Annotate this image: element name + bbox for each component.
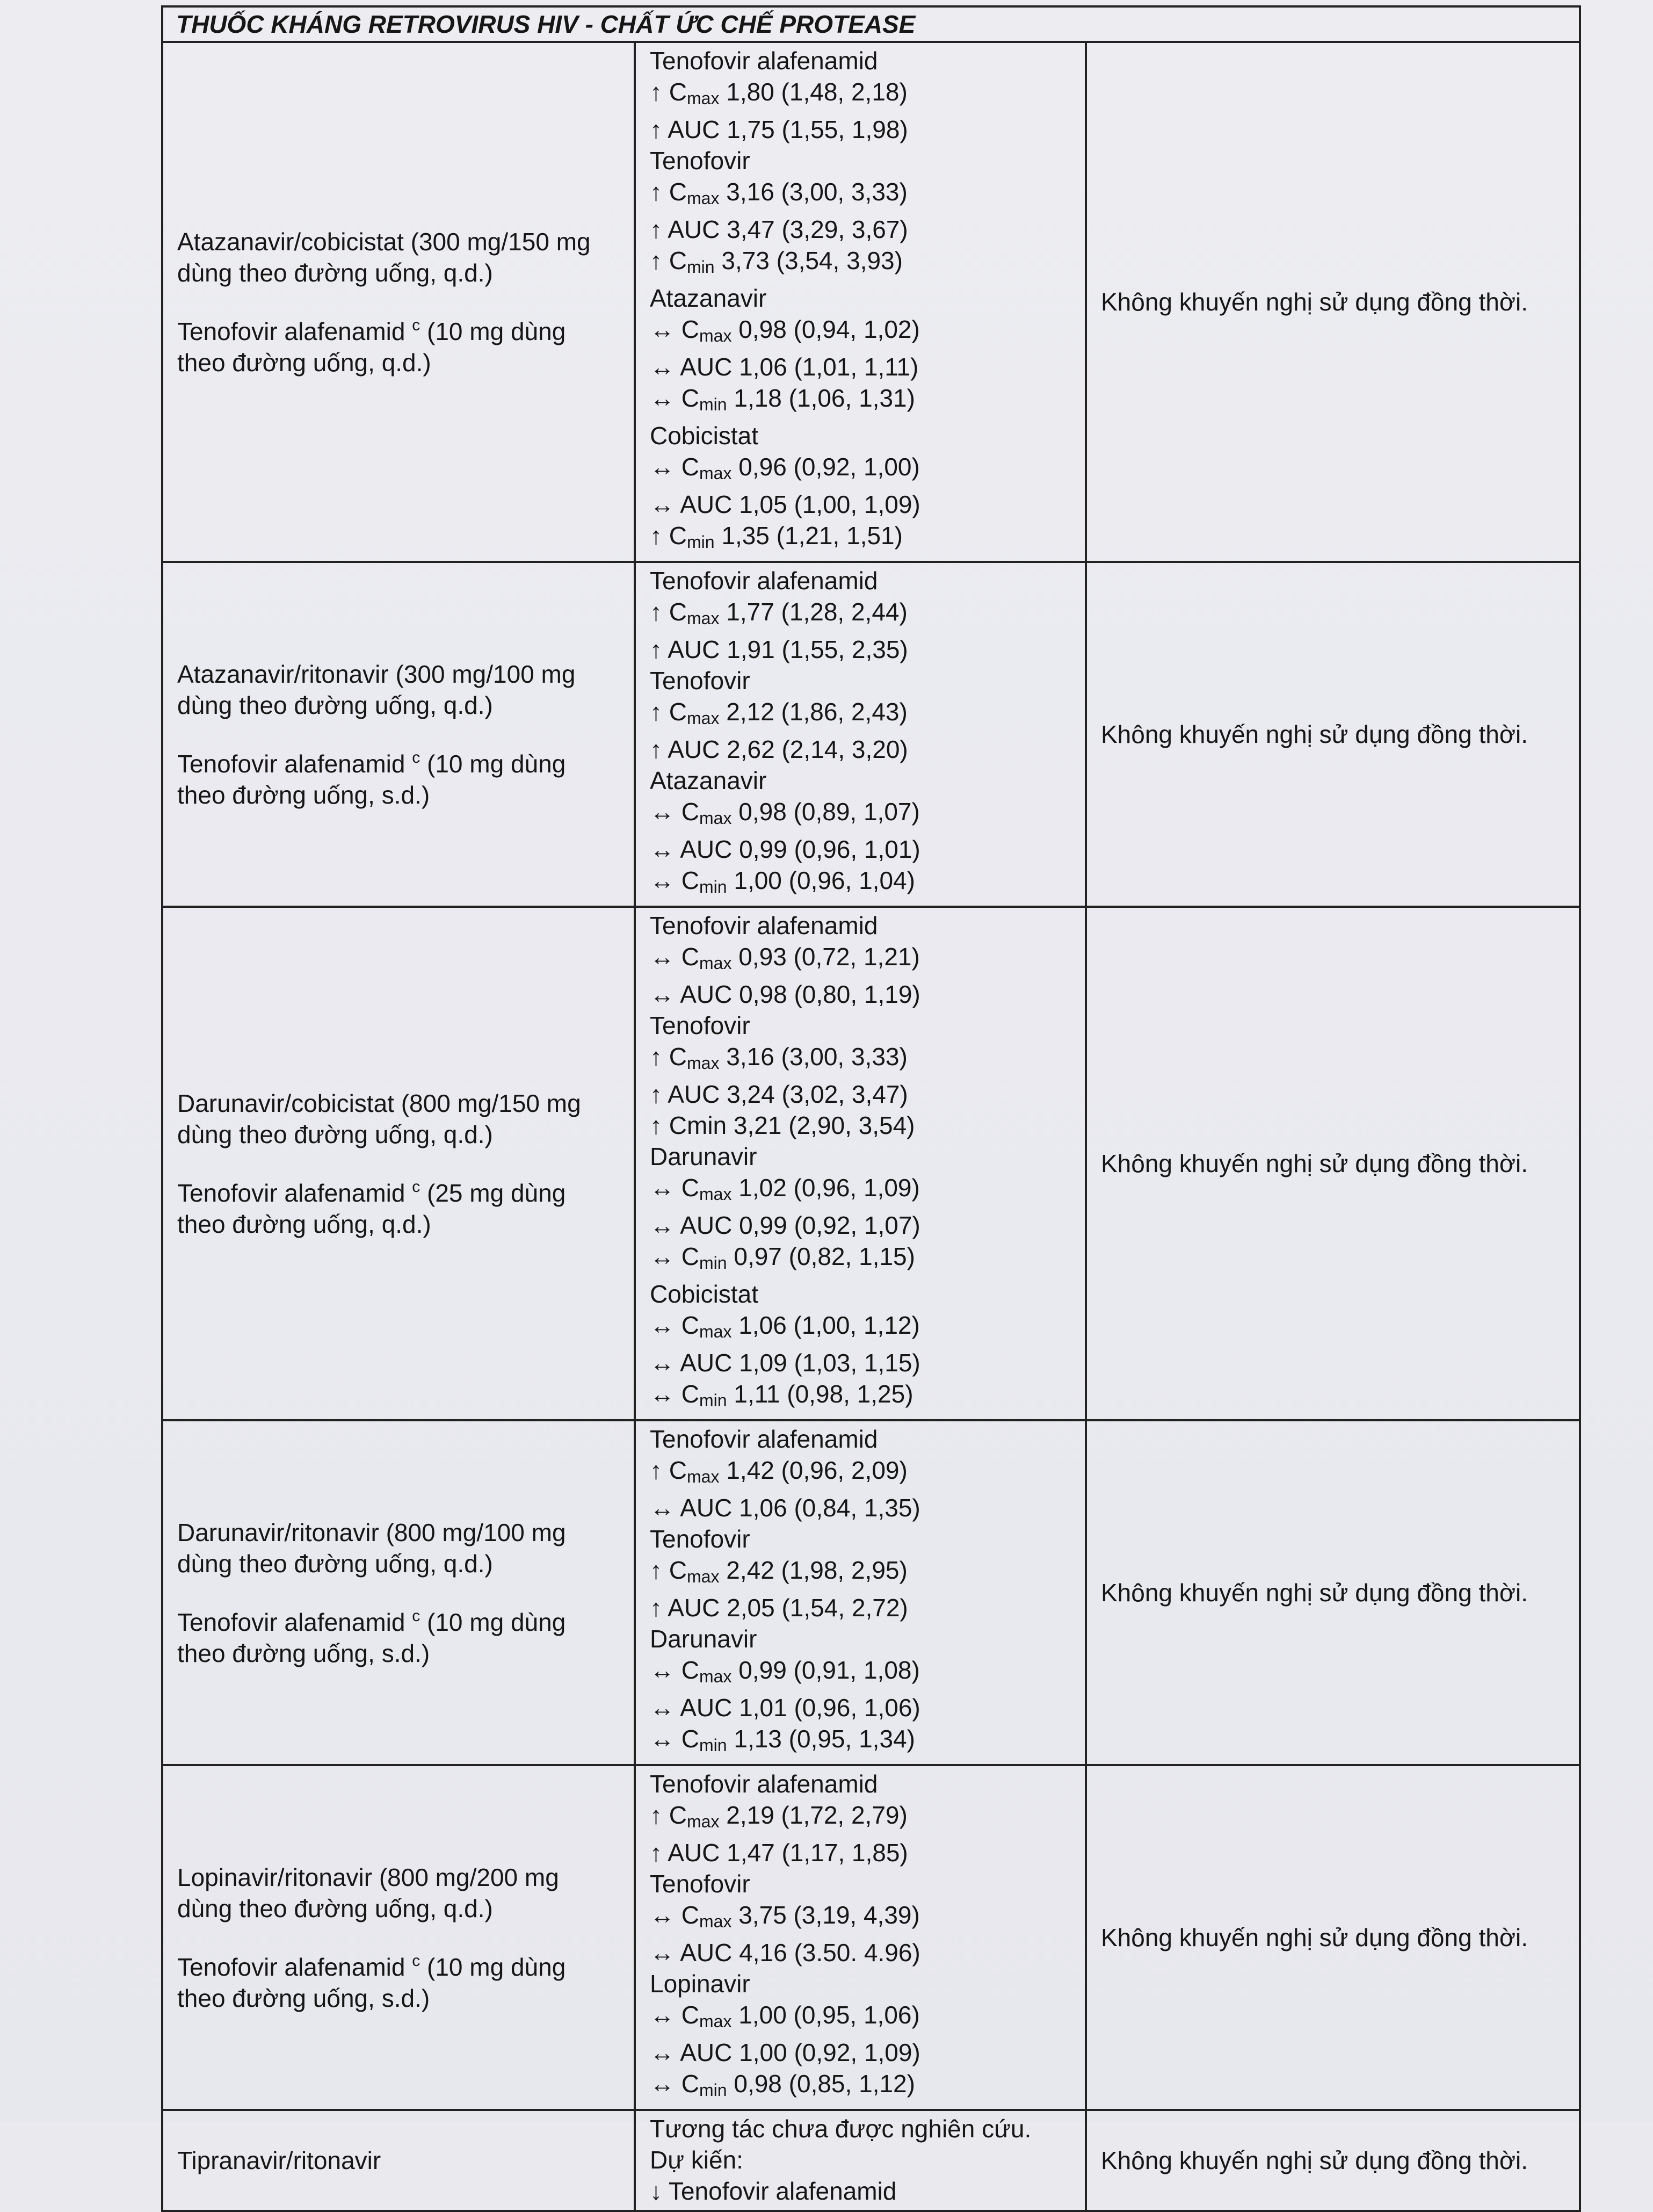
recommendation: Không khuyến nghị sử dụng đồng thời. [1101,1579,1528,1607]
pk-value: 3,73 (3,54, 3,93) [721,247,903,274]
pk-param: AUC [680,353,733,381]
change-arrow: ↔ [650,315,675,343]
table-row [162,907,1580,1420]
pk-param-sub: max [699,1912,732,1931]
pk-param: AUC [680,1694,733,1722]
pk-line [650,1999,1071,2037]
change-arrow: ↔ [650,2038,675,2066]
pk-line [650,114,1071,145]
pk-param: C [669,78,687,106]
drug-b-name: Tenofovir alafenamid [177,1179,405,1207]
pk-value: 4,16 (3.50. 4.96) [739,1939,920,1967]
pk-line [650,76,1071,114]
change-arrow: ↔ [650,1380,675,1408]
effect-cell [635,2110,1086,2211]
change-arrow: ↑ [650,1801,662,1829]
pk-value: 0,99 (0,91, 1,08) [738,1656,920,1684]
pk-param: C [681,943,700,971]
pk-param: C [669,247,687,274]
drug-b-footnote: c [412,1951,421,1970]
pk-value: 1,18 (1,06, 1,31) [734,384,915,412]
pk-param: AUC [680,980,733,1008]
pk-param-sub: max [687,709,720,728]
analyte-name: Tenofovir alafenamid [650,1425,878,1453]
table-row [162,562,1580,907]
pk-param-sub: min [699,877,727,897]
pk-param: AUC [680,1939,733,1967]
change-arrow: ↑ [650,1111,662,1139]
pk-line [650,834,1071,865]
pk-value: 1,35 (1,21, 1,51) [721,522,903,550]
pk-value: 1,00 (0,92, 1,09) [739,2038,920,2066]
pk-value: 3,47 (3,29, 3,67) [727,215,908,243]
pk-param: AUC [680,2038,733,2066]
pk-line [650,865,1071,902]
recommendation-cell [1086,1765,1580,2110]
drug-b-dose: (10 mg dùng theo đường uống, s.d.) [177,1608,566,1667]
pk-param-sub: min [699,395,727,414]
pk-value: 0,93 (0,72, 1,21) [738,943,920,971]
effect-cell [635,1420,1086,1765]
drug-b-footnote: c [412,748,421,767]
change-arrow: ↔ [650,1939,675,1967]
change-arrow: ↑ [650,1594,662,1622]
change-arrow: ↔ [650,980,675,1008]
analyte-name: Atazanavir [650,767,767,794]
pk-line [650,214,1071,245]
analyte-name: Tenofovir alafenamid [650,1770,878,1798]
recommendation: Không khuyến nghị sử dụng đồng thời. [1101,1150,1528,1177]
change-arrow: ↑ [650,215,662,243]
change-arrow: ↑ [650,1556,662,1584]
pk-line [650,1492,1071,1523]
change-arrow: ↔ [650,1656,675,1684]
pk-value: 1,13 (0,95, 1,34) [734,1725,915,1753]
pk-line [650,1310,1071,1347]
pk-value: 1,75 (1,55, 1,98) [727,115,908,143]
pk-value: 1,91 (1,55, 2,35) [727,635,908,663]
recommendation: Không khuyến nghị sử dụng đồng thời. [1101,2146,1528,2174]
pk-param-sub: max [699,2012,732,2031]
table-row [162,1420,1580,1765]
pk-line [650,351,1071,382]
section-title: THUỐC KHÁNG RETROVIRUS HIV - CHẤT ỨC CHẾ PROTEASE [162,6,1580,42]
drug-a: Lopinavir/ritonavir (800 mg/200 mg dùng theo đường uống, q.d.) [177,1863,559,1922]
pk-line [650,1692,1071,1723]
change-arrow: ↔ [650,1311,675,1339]
effect-text: ↓ Tenofovir alafenamid [650,2177,897,2205]
pk-line [650,1837,1071,1868]
pk-value: 0,98 (0,85, 1,12) [734,2070,915,2098]
drug-b-name: Tenofovir alafenamid [177,1608,405,1636]
pk-param-sub: max [687,189,720,208]
pk-param-sub: max [687,609,720,628]
change-arrow: ↔ [650,2070,675,2098]
pk-param-sub: max [699,808,732,828]
drug-b-dose: (25 mg dùng theo đường uống, q.d.) [177,1179,566,1238]
pk-param: AUC [680,1349,733,1377]
change-arrow: ↔ [650,1242,675,1270]
pk-value: 0,98 (0,80, 1,19) [739,980,920,1008]
drug-b [177,1601,620,1669]
pk-line [650,1241,1071,1278]
pk-line [650,596,1071,634]
drug-b-footnote: c [412,316,421,334]
change-arrow: ↑ [650,78,662,106]
pk-param-sub: min [699,1253,727,1273]
pk-param: C [669,1801,687,1829]
pk-line [650,2037,1071,2068]
pk-value: 2,42 (1,98, 2,95) [726,1556,908,1584]
change-arrow: ↑ [650,1456,662,1484]
drug-cell [162,907,635,1420]
change-arrow: ↑ [650,178,662,206]
pk-param: C [681,1380,700,1408]
pk-param: C [681,1242,700,1270]
drug-cell [162,1420,635,1765]
pk-value: 1,80 (1,48, 2,18) [726,78,908,106]
change-arrow: ↔ [650,1694,675,1722]
pk-line [650,1937,1071,1968]
change-arrow: ↔ [650,1725,675,1753]
recommendation: Không khuyến nghị sử dụng đồng thời. [1101,288,1528,316]
pk-line [650,1210,1071,1241]
change-arrow: ↔ [650,1494,675,1522]
pk-param-sub: min [699,1391,727,1410]
pk-param: C [669,1456,687,1484]
drug-cell [162,42,635,562]
pk-value: 2,62 (2,14, 3,20) [727,735,908,763]
pk-line [650,941,1071,979]
effect-cell [635,42,1086,562]
pk-param: C [669,522,687,550]
drug-b [177,742,620,811]
pk-value: 1,05 (1,00, 1,09) [739,490,920,518]
pk-param-sub: max [699,1184,732,1204]
pk-value: 1,77 (1,28, 2,44) [726,598,908,626]
analyte-name: Tenofovir [650,1011,750,1039]
drug-a: Darunavir/ritonavir (800 mg/100 mg dùng theo đường uống, q.d.) [177,1518,566,1578]
pk-line [650,1723,1071,1761]
pk-param: C [669,1556,687,1584]
change-arrow: ↔ [650,2001,675,2029]
pk-param: C [681,1725,700,1753]
pk-param: AUC [668,1080,720,1108]
pk-value: 1,00 (0,96, 1,04) [734,866,915,894]
pk-param-sub: min [687,532,715,552]
analyte-name: Tenofovir [650,1870,750,1898]
pk-line [650,1455,1071,1492]
pk-line [650,489,1071,520]
effect-cell [635,562,1086,907]
drug-a: Tipranavir/ritonavir [177,2146,381,2174]
drug-b [177,1946,620,2014]
pk-param: AUC [680,1494,733,1522]
pk-value: 1,42 (0,96, 2,09) [726,1456,908,1484]
recommendation: Không khuyến nghị sử dụng đồng thời. [1101,720,1528,748]
drug-cell [162,2110,635,2211]
pk-value: 1,11 (0,98, 1,25) [734,1380,914,1408]
change-arrow: ↑ [650,1080,662,1108]
analyte-name: Darunavir [650,1143,757,1170]
pk-value: 3,16 (3,00, 3,33) [726,178,908,206]
pk-value: 2,19 (1,72, 2,79) [726,1801,908,1829]
pk-param: C [681,2070,700,2098]
change-arrow: ↔ [650,798,675,826]
analyte-name: Atazanavir [650,284,767,312]
recommendation-cell [1086,2110,1580,2211]
pk-param: C [681,798,700,826]
change-arrow: ↔ [650,866,675,894]
pk-value: 2,12 (1,86, 2,43) [726,698,908,726]
pk-value: 3,21 (2,90, 3,54) [733,1111,915,1139]
pk-value: 0,98 (0,89, 1,07) [738,798,920,826]
pk-param-sub: max [687,1053,720,1073]
drug-a: Atazanavir/cobicistat (300 mg/150 mg dùng theo đường uống, q.d.) [177,227,591,287]
pk-param: C [681,1174,700,1202]
drug-b [177,310,620,378]
drug-b-dose: (10 mg dùng theo đường uống, s.d.) [177,1953,566,2012]
pk-param: AUC [668,115,720,143]
pk-line [650,979,1071,1010]
table-row [162,2110,1580,2211]
drug-a: Darunavir/cobicistat (800 mg/150 mg dùng theo đường uống, q.d.) [177,1089,581,1148]
analyte-name: Tenofovir [650,667,750,695]
change-arrow: ↔ [650,1174,675,1202]
analyte-name: Lopinavir [650,1970,750,1998]
pk-param-sub: max [687,1812,720,1831]
pk-line [650,1079,1071,1110]
pk-value: 3,24 (3,02, 3,47) [727,1080,908,1108]
pk-value: 1,09 (1,03, 1,15) [739,1349,920,1377]
pk-line [650,1110,1071,1141]
change-arrow: ↑ [650,1043,662,1071]
pk-param-sub: max [699,326,732,345]
pk-line [650,1041,1071,1079]
drug-b [177,1172,620,1240]
pk-value: 2,05 (1,54, 2,72) [727,1594,908,1622]
recommendation-cell [1086,907,1580,1420]
pk-value: 1,00 (0,95, 1,06) [738,2001,920,2029]
pk-param: AUC [668,735,720,763]
pk-value: 0,99 (0,96, 1,01) [739,835,920,863]
pk-param: C [681,2001,700,2029]
change-arrow: ↔ [650,384,675,412]
pk-param-sub: min [699,1736,727,1755]
pk-param-sub: min [687,257,715,277]
pk-param-sub: min [699,2080,727,2100]
analyte-name: Tenofovir alafenamid [650,567,878,595]
pk-value: 0,98 (0,94, 1,02) [738,315,920,343]
pk-param: C [669,698,687,726]
drug-b-name: Tenofovir alafenamid [177,1953,405,1981]
table-row [162,42,1580,562]
change-arrow: ↑ [650,1839,662,1867]
pk-param: C [681,1656,700,1684]
pk-line [650,1378,1071,1416]
pk-line [650,1799,1071,1837]
pk-param: C [669,1043,687,1071]
drug-cell [162,562,635,907]
pk-param: C [669,598,687,626]
pk-line [650,245,1071,283]
change-arrow: ↑ [650,698,662,726]
effect-text: Dự kiến: [650,2146,743,2174]
drug-b-dose: (10 mg dùng theo đường uống, s.d.) [177,749,566,809]
change-arrow: ↔ [650,490,675,518]
pk-param-sub: max [699,953,732,973]
analyte-name: Tenofovir [650,147,750,175]
recommendation-cell [1086,42,1580,562]
change-arrow: ↔ [650,353,675,381]
pk-param-sub: max [687,1467,720,1486]
effect-text: Tương tác chưa được nghiên cứu. [650,2115,1032,2143]
pk-line [650,382,1071,420]
change-arrow: ↑ [650,522,662,550]
pk-line [650,1654,1071,1692]
pk-line [650,451,1071,489]
pk-line [650,2068,1071,2106]
interaction-table [161,5,1581,2212]
pk-value: 1,01 (0,96, 1,06) [739,1694,920,1722]
pk-param: AUC [668,1839,720,1867]
pk-line [650,1899,1071,1937]
pk-param: C [681,866,700,894]
pk-param: AUC [668,1594,720,1622]
pk-line [650,1172,1071,1210]
pk-param: AUC [680,835,733,863]
pk-line [650,696,1071,734]
change-arrow: ↑ [650,247,662,274]
pk-line [650,1555,1071,1592]
pk-param: AUC [668,215,720,243]
pk-line [650,1592,1071,1623]
change-arrow: ↑ [650,735,662,763]
pk-line [650,1347,1071,1378]
pk-param: C [669,178,687,206]
drug-a: Atazanavir/ritonavir (300 mg/100 mg dùng theo đường uống, q.d.) [177,660,576,719]
pk-param: AUC [668,635,720,663]
pk-value: 3,16 (3,00, 3,33) [726,1043,908,1071]
pk-param: Cmin [669,1111,727,1139]
pk-param: C [681,1901,700,1929]
pk-param-sub: max [699,464,732,483]
analyte-name: Darunavir [650,1625,757,1653]
drug-b-footnote: c [412,1177,421,1196]
pk-param: C [681,453,700,481]
analyte-name: Cobicistat [650,422,758,450]
pk-value: 1,06 (1,01, 1,11) [739,353,919,381]
drug-cell [162,1765,635,2110]
pk-line [650,634,1071,665]
pk-line [650,176,1071,214]
drug-b-footnote: c [412,1607,421,1625]
change-arrow: ↔ [650,1211,675,1239]
change-arrow: ↑ [650,635,662,663]
table-row [162,1765,1580,2110]
change-arrow: ↔ [650,453,675,481]
pk-value: 1,47 (1,17, 1,85) [727,1839,908,1867]
pk-value: 0,99 (0,92, 1,07) [739,1211,920,1239]
pk-param-sub: max [687,89,720,108]
change-arrow: ↔ [650,943,675,971]
drug-b-name: Tenofovir alafenamid [177,749,405,778]
pk-value: 3,75 (3,19, 4,39) [738,1901,920,1929]
recommendation: Không khuyến nghị sử dụng đồng thời. [1101,1924,1528,1951]
effect-cell [635,907,1086,1420]
pk-param: AUC [680,490,733,518]
drug-b-dose: (10 mg dùng theo đường uống, q.d.) [177,317,566,377]
change-arrow: ↔ [650,835,675,863]
drug-b-name: Tenofovir alafenamid [177,317,405,345]
analyte-name: Cobicistat [650,1280,758,1308]
analyte-name: Tenofovir alafenamid [650,47,878,75]
pk-line [650,734,1071,765]
analyte-name: Tenofovir [650,1525,750,1553]
pk-value: 0,96 (0,92, 1,00) [738,453,920,481]
effect-cell [635,1765,1086,2110]
pk-param-sub: max [699,1667,732,1686]
pk-value: 1,02 (0,96, 1,09) [738,1174,920,1202]
section-header-row [162,6,1580,42]
pk-param: AUC [680,1211,733,1239]
change-arrow: ↔ [650,1349,675,1377]
pk-param: C [681,315,700,343]
change-arrow: ↑ [650,598,662,626]
pk-value: 1,06 (1,00, 1,12) [738,1311,920,1339]
recommendation-cell [1086,1420,1580,1765]
recommendation-cell [1086,562,1580,907]
pk-param: C [681,384,700,412]
pk-param: C [681,1311,700,1339]
pk-value: 0,97 (0,82, 1,15) [734,1242,915,1270]
pk-line [650,314,1071,351]
pk-value: 1,06 (0,84, 1,35) [739,1494,920,1522]
change-arrow: ↔ [650,1901,675,1929]
change-arrow: ↑ [650,115,662,143]
pk-line [650,796,1071,834]
pk-param-sub: max [699,1322,732,1341]
analyte-name: Tenofovir alafenamid [650,912,878,939]
pk-param-sub: max [687,1567,720,1586]
pk-line [650,520,1071,558]
